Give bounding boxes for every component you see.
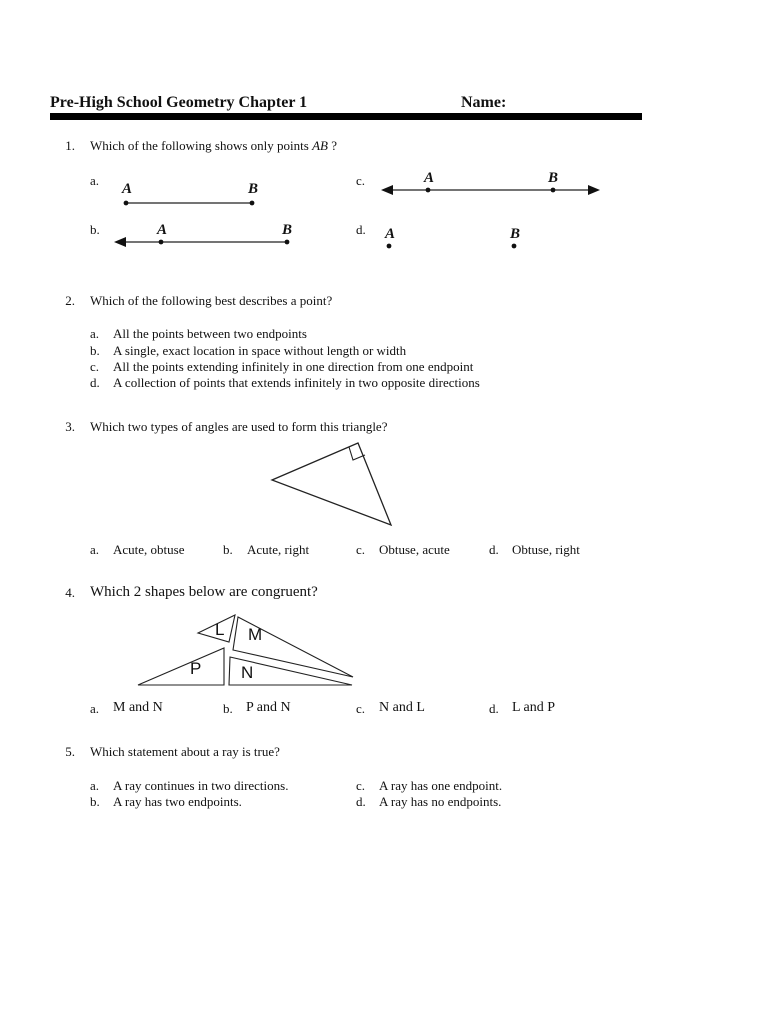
q5-option-c-text: A ray has one endpoint. xyxy=(379,778,503,793)
worksheet-title: Pre-High School Geometry Chapter 1 xyxy=(50,94,308,111)
q1-option-d-letter: d. xyxy=(356,222,366,237)
q2-option-a-letter: a. xyxy=(90,326,100,341)
q2-option-a-text: All the points between two endpoints xyxy=(113,326,307,341)
q2-option-b-text: A single, exact location in space without length or width xyxy=(113,343,407,358)
q3-option-b-text: Acute, right xyxy=(247,542,310,557)
q1-c-point-b: B xyxy=(548,170,559,186)
q3-option-d-text: Obtuse, right xyxy=(512,542,580,557)
q4-option-c-letter: c. xyxy=(356,701,366,716)
shape-p-label: P xyxy=(190,659,202,678)
q1-c-point-a: A xyxy=(424,170,435,186)
q3-text: Which two types of angles are used to form this triangle? xyxy=(90,419,388,434)
q1-option-b-letter: b. xyxy=(90,222,100,237)
q2-option-b-letter: b. xyxy=(90,343,100,358)
q2-number: 2. xyxy=(65,293,75,308)
q2-option-d-text: A collection of points that extends infinitely in two opposite directions xyxy=(113,375,480,390)
q5-text: Which statement about a ray is true? xyxy=(90,744,280,759)
q5-option-c-letter: c. xyxy=(356,778,366,793)
q4-number: 4. xyxy=(65,585,75,600)
q4-option-b-text: P and N xyxy=(246,700,291,715)
q4-option-d-letter: d. xyxy=(489,701,499,716)
q1-d-point-b: B xyxy=(510,226,521,242)
name-label: Name: xyxy=(461,94,507,111)
q5-option-d-text: A ray has no endpoints. xyxy=(379,794,502,809)
shape-l-label: L xyxy=(215,620,225,639)
q5-option-b-letter: b. xyxy=(90,794,100,809)
q3-number: 3. xyxy=(65,419,75,434)
q1-b-point-b: B xyxy=(282,222,293,238)
q5-option-a-text: A ray continues in two directions. xyxy=(113,778,289,793)
q2-option-d-letter: d. xyxy=(90,375,100,390)
q1-b-point-a: A xyxy=(157,222,168,238)
q4-option-d-text: L and P xyxy=(512,700,556,715)
q4-option-a-text: M and N xyxy=(113,700,163,715)
shape-n-label: N xyxy=(241,663,254,682)
q1-a-point-a: A xyxy=(122,181,133,197)
q4-option-a-letter: a. xyxy=(90,701,100,716)
q2-option-c-letter: c. xyxy=(90,359,100,374)
q1-text-end: ? xyxy=(327,138,337,153)
q3-option-c-text: Obtuse, acute xyxy=(379,542,450,557)
q5-option-a-letter: a. xyxy=(90,778,100,793)
q2-text: Which of the following best describes a point? xyxy=(90,293,333,308)
q1-text-main: Which of the following shows only points xyxy=(90,138,313,153)
q1-option-a-letter: a. xyxy=(90,173,100,188)
q1-d-point-a: A xyxy=(385,226,396,242)
q1-number: 1. xyxy=(65,138,75,153)
q5-option-b-text: A ray has two endpoints. xyxy=(113,794,242,809)
q1-text-italic: AB xyxy=(312,138,328,153)
q4-option-c-text: N and L xyxy=(379,700,425,715)
q1-a-point-b: B xyxy=(248,181,259,197)
shape-m-label: M xyxy=(248,625,263,644)
q3-option-c-letter: c. xyxy=(356,542,366,557)
q2-option-c-text: All the points extending infinitely in one direction from one endpoint xyxy=(113,359,474,374)
q5-option-d-letter: d. xyxy=(356,794,366,809)
q4-text: Which 2 shapes below are congruent? xyxy=(90,584,318,600)
shape-p xyxy=(138,648,224,685)
q1-option-c-letter: c. xyxy=(356,173,366,188)
q3-option-a-letter: a. xyxy=(90,542,100,557)
q4-option-b-letter: b. xyxy=(223,701,233,716)
q3-option-d-letter: d. xyxy=(489,542,499,557)
q3-option-a-text: Acute, obtuse xyxy=(113,542,185,557)
q5-number: 5. xyxy=(65,744,75,759)
q3-option-b-letter: b. xyxy=(223,542,233,557)
